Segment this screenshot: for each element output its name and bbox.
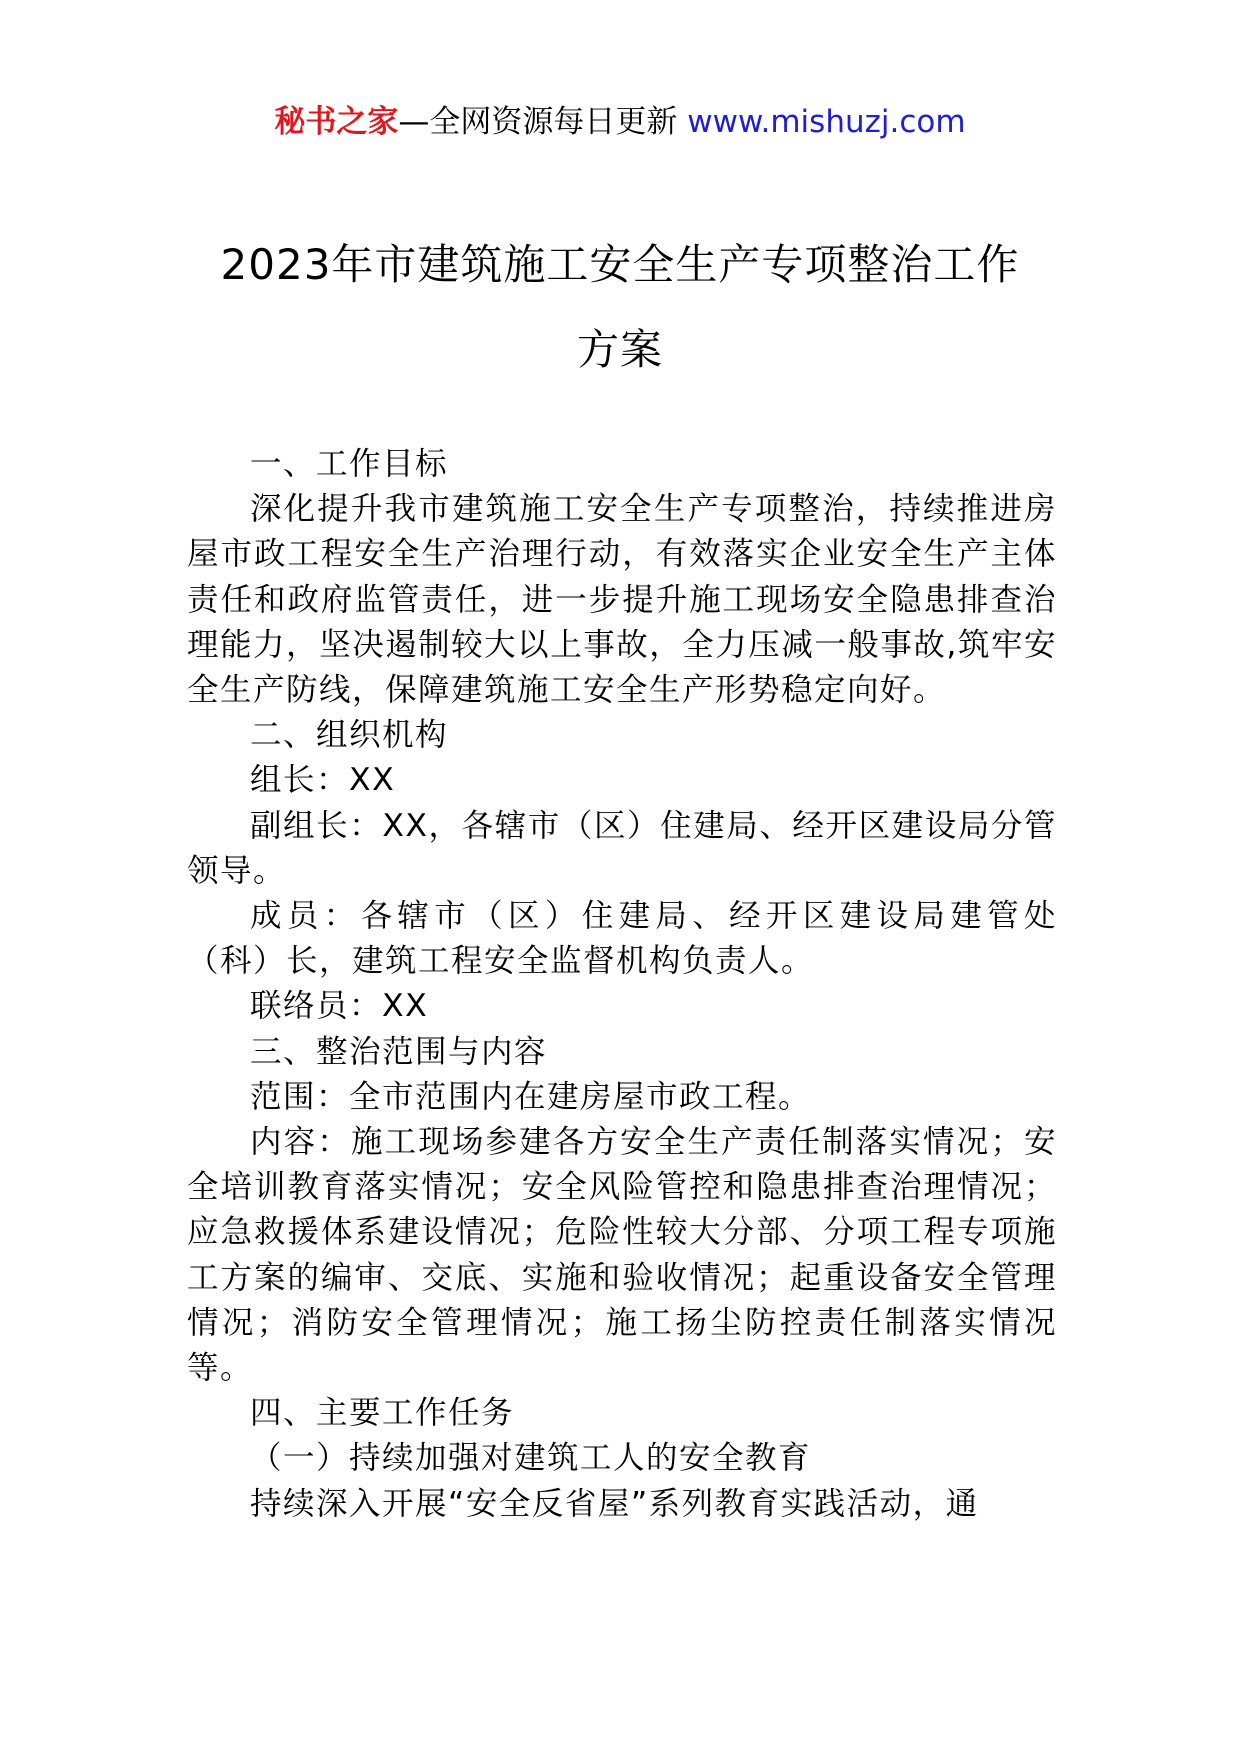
header-url-link[interactable]: www.mishuzj.com — [687, 104, 966, 140]
header-brand: 秘书之家 — [274, 104, 399, 140]
section-heading-scope: 三、整治范围与内容 — [250, 1033, 548, 1070]
paragraph-deputy-leader: 副组长：XX，各辖市（区）住建局、经开区建设局分管领导。 — [187, 807, 1057, 889]
paragraph-liaison: 联络员：XX — [250, 988, 429, 1025]
paragraph-goals: 深化提升我市建筑施工安全生产专项整治，持续推进房屋市政工程安全生产治理行动，有效落实企业安全生产主体责任和政府监管责任，进一步提升施工现场安全隐患排查治理能力，坚决遏制较大以上事故，全力压减一般事故,筑牢安全生产防线，保障建筑施工安全生产形势稳定向好。 — [187, 491, 1057, 709]
section-heading-organization: 二、组织机构 — [250, 717, 449, 754]
header-tagline: —全网资源每日更新 — [398, 104, 688, 140]
paragraph-content: 内容：施工现场参建各方安全生产责任制落实情况；安全培训教育落实情况；安全风险管控和隐患排查治理情况；应急救援体系建设情况；危险性较大分部、分项工程专项施工方案的编审、交底、实施和验收情况；起重设备安全管理情况；消防安全管理情况；施工扬尘防控责任制落实情况等。 — [187, 1124, 1057, 1387]
document-title-line-2: 方案 — [576, 325, 663, 374]
section-heading-tasks: 四、主要工作任务 — [250, 1395, 515, 1432]
subheading-worker-education: （一）持续加强对建筑工人的安全教育 — [250, 1440, 812, 1477]
paragraph-team-leader: 组长：XX — [250, 762, 396, 799]
paragraph-scope: 范围：全市范围内在建房屋市政工程。 — [250, 1078, 812, 1115]
site-header — [0, 102, 1240, 142]
paragraph-worker-education: 持续深入开展“安全反省屋”系列教育实践活动，通 — [250, 1485, 979, 1522]
document-body — [187, 442, 1057, 1527]
section-heading-goals: 一、工作目标 — [250, 446, 449, 482]
document-title-line-1: 2023年市建筑施工安全生产专项整治工作 — [220, 240, 1020, 289]
paragraph-members: 成员：各辖市（区）住建局、经开区建设局建管处（科）长，建筑工程安全监督机构负责人。 — [187, 898, 1057, 980]
